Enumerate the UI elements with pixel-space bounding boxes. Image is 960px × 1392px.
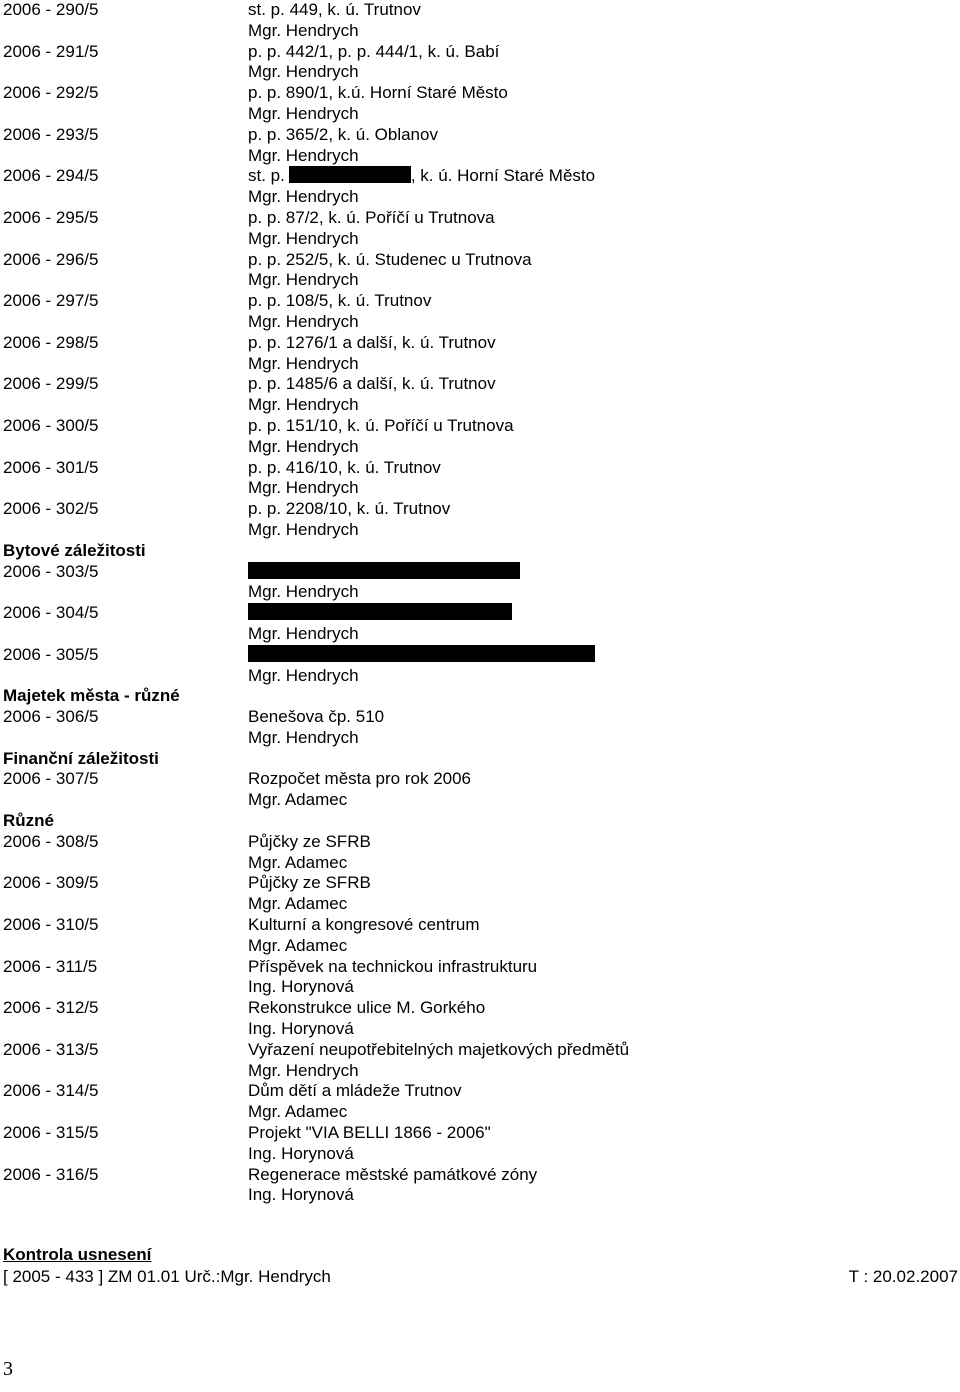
redaction-bar (248, 603, 512, 620)
responsible-person: Mgr. Hendrych (248, 20, 359, 40)
resolution-number: 2006 - 307/5 (3, 769, 99, 789)
responsible-person: Mgr. Hendrych (248, 395, 359, 415)
responsible-row (3, 1102, 958, 1123)
resolution-row (3, 166, 958, 187)
resolution-subject: p. p. 1485/6 a další, k. ú. Trutnov (248, 374, 496, 394)
kontrola-heading: Kontrola usnesení (3, 1245, 152, 1264)
responsible-person: Ing. Horynová (248, 1143, 354, 1163)
responsible-row (3, 270, 958, 291)
document-body (3, 0, 958, 1206)
resolution-subject: p. p. 87/2, k. ú. Poříčí u Trutnova (248, 207, 495, 227)
section-heading: Majetek města - různé (3, 686, 180, 706)
resolution-row (3, 83, 958, 104)
responsible-row (3, 728, 958, 749)
responsible-person: Mgr. Hendrych (248, 228, 359, 248)
responsible-row (3, 229, 958, 250)
responsible-row (3, 395, 958, 416)
resolution-subject: p. p. 442/1, p. p. 444/1, k. ú. Babí (248, 41, 500, 61)
resolution-number: 2006 - 314/5 (3, 1081, 99, 1101)
kontrola-reference: [ 2005 - 433 ] ZM 01.01 Urč.:Mgr. Hendrych (3, 1267, 331, 1286)
resolution-row (3, 374, 958, 395)
resolution-number: 2006 - 298/5 (3, 332, 99, 352)
resolution-number: 2006 - 302/5 (3, 499, 99, 519)
resolution-number: 2006 - 295/5 (3, 207, 99, 227)
resolution-subject: st. p. 449, k. ú. Trutnov (248, 0, 421, 19)
resolution-subject: Kulturní a kongresové centrum (248, 915, 480, 935)
resolution-subject: Dům dětí a mládeže Trutnov (248, 1081, 462, 1101)
responsible-row (3, 21, 958, 42)
resolution-number: 2006 - 294/5 (3, 166, 99, 186)
resolution-subject (248, 166, 595, 187)
responsible-row (3, 146, 958, 167)
kontrola-line (3, 1267, 958, 1287)
section-heading: Bytové záležitosti (3, 540, 146, 560)
responsible-person: Mgr. Hendrych (248, 665, 359, 685)
resolution-subject: Benešova čp. 510 (248, 707, 385, 727)
responsible-row (3, 853, 958, 874)
redaction-bar (248, 562, 520, 579)
responsible-person: Mgr. Hendrych (248, 436, 359, 456)
resolution-subject: Projekt "VIA BELLI 1866 - 2006" (248, 1123, 491, 1143)
resolution-row (3, 458, 958, 479)
responsible-row (3, 894, 958, 915)
responsible-person: Mgr. Hendrych (248, 519, 359, 539)
responsible-row (3, 62, 958, 83)
resolution-subject: Regenerace městské památkové zóny (248, 1164, 538, 1184)
responsible-row (3, 478, 958, 499)
responsible-person: Mgr. Hendrych (248, 187, 359, 207)
resolution-row (3, 1123, 958, 1144)
responsible-person: Mgr. Hendrych (248, 145, 359, 165)
resolution-row (3, 291, 958, 312)
resolution-number: 2006 - 297/5 (3, 291, 99, 311)
resolution-row (3, 915, 958, 936)
resolution-number: 2006 - 304/5 (3, 603, 99, 623)
resolution-subject: p. p. 108/5, k. ú. Trutnov (248, 291, 432, 311)
resolution-number: 2006 - 300/5 (3, 415, 99, 435)
resolution-number: 2006 - 291/5 (3, 41, 99, 61)
resolution-row (3, 957, 958, 978)
resolution-number: 2006 - 316/5 (3, 1164, 99, 1184)
resolution-number: 2006 - 311/5 (3, 956, 98, 976)
resolution-row (3, 250, 958, 271)
subject-suffix: , k. ú. Horní Staré Město (410, 166, 596, 186)
responsible-row (3, 977, 958, 998)
responsible-row (3, 312, 958, 333)
responsible-person: Mgr. Hendrych (248, 478, 359, 498)
responsible-row (3, 520, 958, 541)
resolution-row (3, 416, 958, 437)
resolution-number: 2006 - 310/5 (3, 915, 99, 935)
resolution-row (3, 873, 958, 894)
responsible-row (3, 1019, 958, 1040)
resolution-row (3, 1165, 958, 1186)
resolution-number: 2006 - 292/5 (3, 83, 99, 103)
resolution-row (3, 1081, 958, 1102)
section-heading: Různé (3, 811, 54, 831)
resolution-row (3, 707, 958, 728)
resolution-subject (248, 603, 512, 624)
resolution-number: 2006 - 301/5 (3, 457, 99, 477)
responsible-row (3, 1185, 958, 1206)
resolution-subject: Půjčky ze SFRB (248, 831, 371, 851)
resolution-row (3, 499, 958, 520)
resolution-number: 2006 - 312/5 (3, 998, 99, 1018)
resolution-number: 2006 - 293/5 (3, 124, 99, 144)
resolution-number: 2006 - 313/5 (3, 1039, 99, 1059)
responsible-person: Mgr. Hendrych (248, 62, 359, 82)
resolution-subject: p. p. 365/2, k. ú. Oblanov (248, 124, 438, 144)
page-number: 3 (3, 1358, 13, 1380)
resolution-number: 2006 - 308/5 (3, 831, 99, 851)
resolution-subject (248, 562, 520, 583)
resolution-subject: p. p. 2208/10, k. ú. Trutnov (248, 499, 451, 519)
resolution-row (3, 769, 958, 790)
resolution-row (3, 208, 958, 229)
responsible-person: Mgr. Hendrych (248, 103, 359, 123)
responsible-row (3, 1144, 958, 1165)
resolution-number: 2006 - 305/5 (3, 644, 99, 664)
responsible-row (3, 354, 958, 375)
resolution-row (3, 1040, 958, 1061)
responsible-person: Ing. Horynová (248, 977, 354, 997)
resolution-number: 2006 - 309/5 (3, 873, 99, 893)
responsible-person: Mgr. Hendrych (248, 727, 359, 747)
resolution-subject: Rozpočet města pro rok 2006 (248, 769, 472, 789)
responsible-person: Mgr. Hendrych (248, 623, 359, 643)
responsible-person: Ing. Horynová (248, 1185, 354, 1205)
redaction-bar (248, 645, 595, 662)
resolution-row (3, 603, 958, 624)
resolution-number: 2006 - 315/5 (3, 1123, 99, 1143)
responsible-row (3, 936, 958, 957)
resolution-subject (248, 645, 595, 666)
redaction-bar (289, 166, 411, 183)
kontrola-deadline: T : 20.02.2007 (848, 1267, 958, 1286)
responsible-person: Ing. Horynová (248, 1019, 354, 1039)
responsible-row (3, 582, 958, 603)
responsible-person: Mgr. Hendrych (248, 353, 359, 373)
resolution-row (3, 645, 958, 666)
subject-prefix: st. p. (248, 166, 285, 186)
resolution-subject: Příspěvek na technickou infrastrukturu (248, 956, 538, 976)
responsible-person: Mgr. Hendrych (248, 311, 359, 331)
resolution-number: 2006 - 296/5 (3, 249, 99, 269)
responsible-row (3, 666, 958, 687)
responsible-person: Mgr. Adamec (248, 935, 348, 955)
resolution-subject: p. p. 151/10, k. ú. Poříčí u Trutnova (248, 415, 514, 435)
responsible-person: Mgr. Adamec (248, 1102, 348, 1122)
resolution-subject: p. p. 252/5, k. ú. Studenec u Trutnova (248, 249, 532, 269)
resolution-row (3, 998, 958, 1019)
responsible-row (3, 1061, 958, 1082)
responsible-person: Mgr. Hendrych (248, 270, 359, 290)
resolution-subject: Rekonstrukce ulice M. Gorkého (248, 998, 486, 1018)
resolution-number: 2006 - 303/5 (3, 561, 99, 581)
responsible-person: Mgr. Hendrych (248, 582, 359, 602)
resolution-row (3, 832, 958, 853)
responsible-row (3, 624, 958, 645)
resolution-row (3, 333, 958, 354)
resolution-row (3, 562, 958, 583)
resolution-row (3, 42, 958, 63)
responsible-row (3, 104, 958, 125)
responsible-row (3, 187, 958, 208)
resolution-number: 2006 - 299/5 (3, 374, 99, 394)
responsible-person: Mgr. Adamec (248, 852, 348, 872)
resolution-number: 2006 - 306/5 (3, 707, 99, 727)
resolution-subject: Vyřazení neupotřebitelných majetkových předmětů (248, 1039, 630, 1059)
responsible-person: Mgr. Adamec (248, 790, 348, 810)
responsible-person: Mgr. Adamec (248, 894, 348, 914)
resolution-subject: p. p. 416/10, k. ú. Trutnov (248, 457, 441, 477)
responsible-row (3, 790, 958, 811)
resolution-row (3, 0, 958, 21)
resolution-subject: Půjčky ze SFRB (248, 873, 371, 893)
section-heading: Finanční záležitosti (3, 748, 159, 768)
resolution-number: 2006 - 290/5 (3, 0, 99, 19)
responsible-row (3, 437, 958, 458)
resolution-subject: p. p. 890/1, k.ú. Horní Staré Město (248, 83, 508, 103)
resolution-row (3, 125, 958, 146)
responsible-person: Mgr. Hendrych (248, 1060, 359, 1080)
resolution-subject: p. p. 1276/1 a další, k. ú. Trutnov (248, 332, 496, 352)
